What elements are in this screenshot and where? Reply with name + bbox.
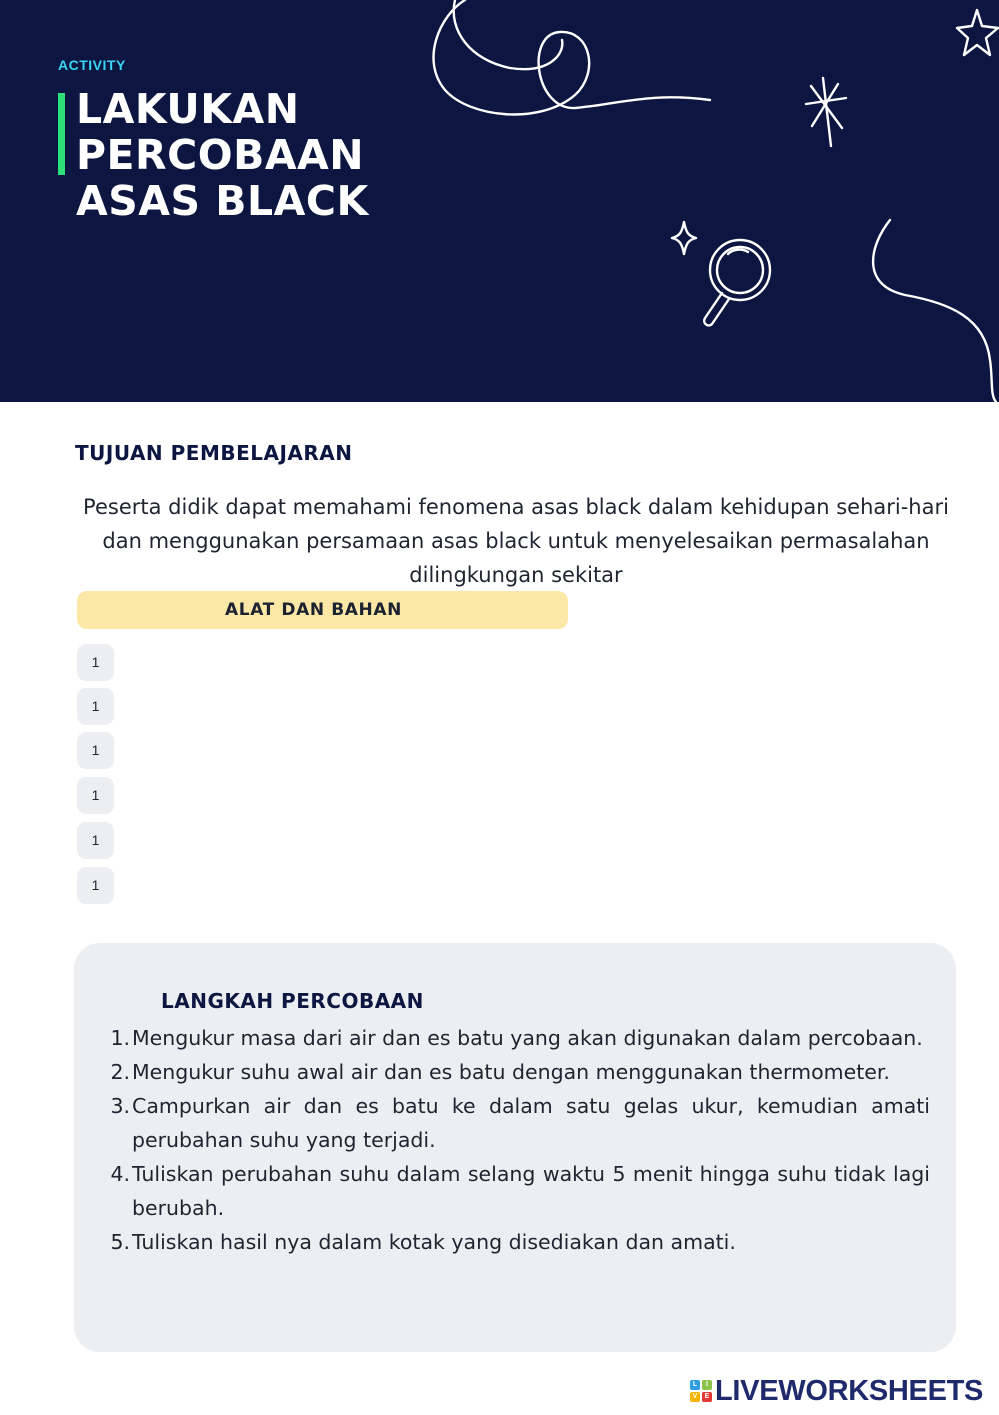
step-item bbox=[110, 1157, 930, 1225]
logo-grid-icon bbox=[690, 1380, 712, 1402]
step-text: Campurkan air dan es batu ke dalam satu gelas ukur, kemudian amati perubahan suhu yang terjadi. bbox=[132, 1094, 930, 1152]
materials-header bbox=[77, 591, 568, 629]
step-number: 5. bbox=[110, 1230, 130, 1254]
step-number: 4. bbox=[110, 1162, 130, 1186]
material-item[interactable]: 1 bbox=[77, 867, 114, 904]
step-item bbox=[110, 1089, 930, 1157]
step-text: Mengukur masa dari air dan es batu yang akan digunakan dalam percobaan. bbox=[132, 1026, 923, 1050]
logo-letter: I bbox=[702, 1380, 712, 1390]
header-banner bbox=[0, 0, 999, 402]
step-text: Tuliskan perubahan suhu dalam selang waktu 5 menit hingga suhu tidak lagi berubah. bbox=[132, 1162, 930, 1220]
step-item bbox=[110, 1055, 930, 1089]
title-line-1: LAKUKAN bbox=[76, 85, 300, 133]
step-number: 2. bbox=[110, 1060, 130, 1084]
star-icon bbox=[957, 10, 998, 55]
logo-letter: V bbox=[690, 1392, 700, 1402]
objectives-text: Peserta didik dapat memahami fenomena asas black dalam kehidupan sehari-hari dan menggunakan persamaan asas black untuk menyelesaikan permasalahan dilingkungan sekitar bbox=[83, 495, 949, 587]
materials-heading: ALAT DAN BAHAN bbox=[225, 600, 402, 620]
material-item[interactable]: 1 bbox=[77, 732, 114, 769]
scribble-loop-inner-icon bbox=[454, 0, 563, 69]
material-item[interactable]: 1 bbox=[77, 822, 114, 859]
steps-list bbox=[110, 1021, 930, 1259]
material-item[interactable]: 1 bbox=[77, 644, 114, 681]
liveworksheets-logo[interactable] bbox=[690, 1376, 983, 1406]
title-line-2: PERCOBAAN bbox=[76, 131, 365, 179]
title-line-3: ASAS BLACK bbox=[76, 177, 369, 225]
logo-letter: E bbox=[702, 1392, 712, 1402]
small-sparkle-icon bbox=[672, 222, 696, 254]
logo-text: LIVEWORKSHEETS bbox=[715, 1374, 984, 1407]
step-text: Mengukur suhu awal air dan es batu dengan menggunakan thermometer. bbox=[132, 1060, 890, 1084]
magnifier-icon bbox=[704, 240, 770, 325]
objectives-heading: TUJUAN PEMBELAJARAN bbox=[75, 441, 353, 465]
step-number: 1. bbox=[110, 1026, 130, 1050]
sparkle-icon bbox=[806, 78, 846, 146]
scribble-loop-icon bbox=[434, 0, 710, 114]
steps-heading: LANGKAH PERCOBAAN bbox=[161, 989, 424, 1013]
material-item[interactable]: 1 bbox=[77, 688, 114, 725]
activity-label: ACTIVITY bbox=[58, 57, 126, 73]
logo-letter: L bbox=[690, 1380, 700, 1390]
decorative-doodles bbox=[0, 0, 999, 402]
step-text: Tuliskan hasil nya dalam kotak yang disediakan dan amati. bbox=[132, 1230, 736, 1254]
step-item bbox=[110, 1021, 930, 1055]
steps-card bbox=[74, 943, 956, 1352]
step-number: 3. bbox=[110, 1094, 130, 1118]
material-item[interactable]: 1 bbox=[77, 777, 114, 814]
step-item bbox=[110, 1225, 930, 1259]
wavy-line-icon bbox=[873, 220, 996, 402]
